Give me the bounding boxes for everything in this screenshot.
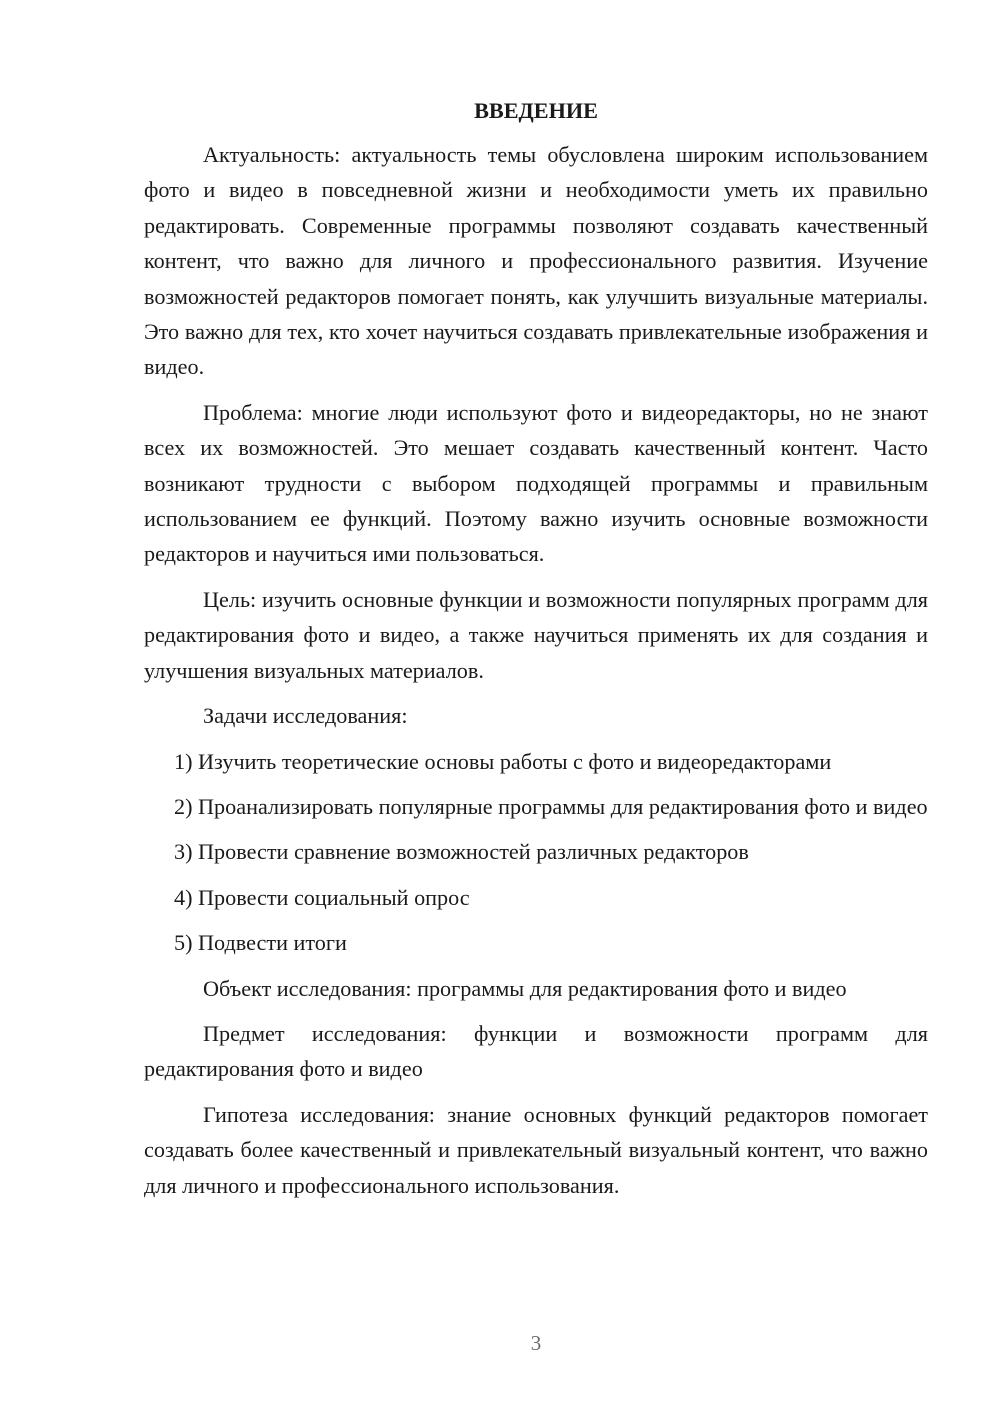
paragraph-problem: Проблема: многие люди используют фото и видеоредакторы, но не знают всех их возможностей. Это мешает создавать качественный контент. Часто возникают трудности с выбором подходящей программы и правильным использованием ее функций. Поэтому важно изучить основные возможности редакторов и научиться ими пользоваться. <box>144 399 928 567</box>
task-list-item: 3) Провести сравнение возможностей различных редакторов <box>174 839 749 865</box>
page-number: 3 <box>530 1331 542 1355</box>
paragraph-goal: Цель: изучить основные функции и возможности популярных программ для редактирования фото и видео, а также научиться применять их для создания и улучшения визуальных материалов. <box>144 586 928 683</box>
section-heading: ВВЕДЕНИЕ <box>474 98 598 123</box>
task-list-item: 1) Изучить теоретические основы работы с фото и видеоредакторами <box>174 748 832 774</box>
task-list-item: 4) Провести социальный опрос <box>174 884 470 910</box>
document-body <box>144 93 928 1213</box>
paragraph-object: Объект исследования: программы для редактирования фото и видео <box>203 975 847 1001</box>
paragraph-subject: Предмет исследования: функции и возможности программ для редактирования фото и видео <box>144 1020 928 1082</box>
task-list-item: 5) Подвести итоги <box>174 930 347 956</box>
paragraph-tasks-intro: Задачи исследования: <box>203 703 408 729</box>
paragraph-relevance: Актуальность: актуальность темы обусловлена широким использованием фото и видео в повседневной жизни и необходимости уметь их правильно редактировать. Современные программы позволяют создавать качественный контент, что важно для личного и профессионального развития. Изучение возможностей редакторов помогает понять, как улучшить визуальные материалы. Это важно для тех, кто хочет научиться создавать привлекательные изображения и видео. <box>144 142 928 380</box>
paragraph-hypothesis: Гипотеза исследования: знание основных функций редакторов помогает создавать более качественный и привлекательный визуальный контент, что важно для личного и профессионального использования. <box>144 1101 928 1198</box>
task-list-item: 2) Проанализировать популярные программы для редактирования фото и видео <box>174 793 928 819</box>
